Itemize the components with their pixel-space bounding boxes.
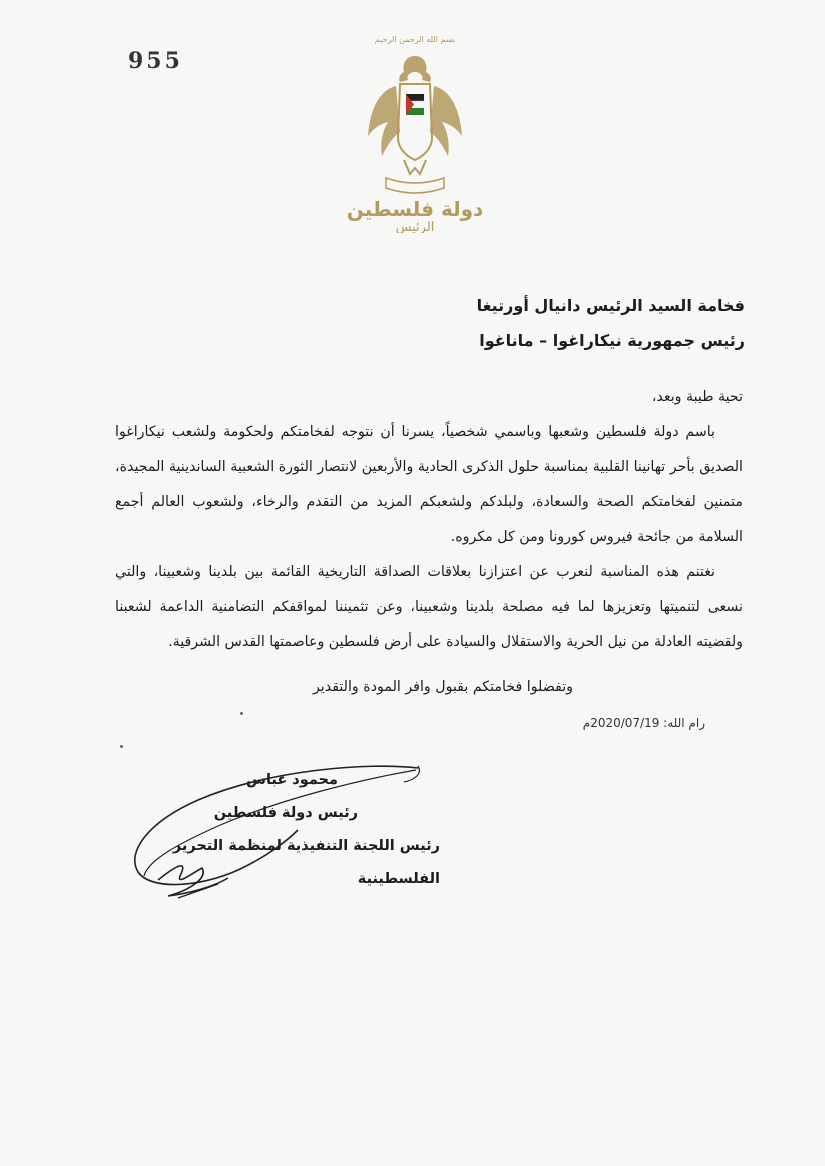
addressee-block — [185, 288, 745, 358]
signature-block — [110, 764, 440, 896]
addressee-title: رئيس جمهورية نيكاراغوا – ماناغوا — [479, 331, 745, 350]
basmala-text: بسم الله الرحمن الرحيم — [374, 35, 456, 44]
greeting: تحية طيبة وبعد، — [651, 389, 743, 405]
emblem-title: دولة فلسطين — [346, 197, 484, 221]
closing-line: وتفضلوا فخامتكم بقبول وافر المودة والتقدير — [312, 679, 573, 695]
emblem-subtitle: الرئيس — [395, 220, 435, 233]
paper-speck — [240, 712, 243, 715]
signer-title-2: رئيس اللجنة التنفيذية لمنظمة التحرير الفلسطينية — [172, 838, 440, 887]
signer-title-1: رئيس دولة فلسطين — [213, 805, 358, 821]
date-line: رام الله: 2020/07/19م — [582, 716, 705, 730]
signer-name: محمود عباس — [245, 772, 338, 788]
paragraph-2: نغتنم هذه المناسبة لنعرب عن اعتزازنا بعلاقات الصداقة التاريخية القائمة بين بلدينا وشعبينا، والتي نسعى لتنميتها وتعزيزها لما فيه مصلحة بلدينا وشعبينا، وعن تثميننا لمواقفكم التضامنية الداعمة لشعبنا ولقضيته العادلة من نيل الحرية والاستقلال والسيادة على أرض فلسطين وعاصمتها القدس الشرقية. — [115, 564, 743, 650]
page-number: 955 — [128, 48, 183, 74]
letterhead-emblem — [340, 28, 490, 233]
addressee-name: فخامة السيد الرئيس دانيال أورتيغا — [476, 296, 745, 315]
letter-body — [115, 380, 743, 660]
paper-speck — [120, 745, 123, 748]
palestine-eagle-emblem-icon — [340, 28, 490, 233]
paragraph-1: باسم دولة فلسطين وشعبها وباسمي شخصياً، يسرنا أن نتوجه لفخامتكم ولحكومة ولشعب نيكاراغوا الصديق بأحر تهانينا القلبية بمناسبة حلول الذكرى الحادية والأربعين لانتصار الثورة الشعبية الساندينية المجيدة، متمنين لفخامتكم الصحة والسعادة، ولبلدكم ولشعبكم المزيد من التقدم والرخاء، ولشعوب العالم أجمع السلامة من جائحة فيروس كورونا ومن كل مكروه. — [115, 424, 743, 545]
